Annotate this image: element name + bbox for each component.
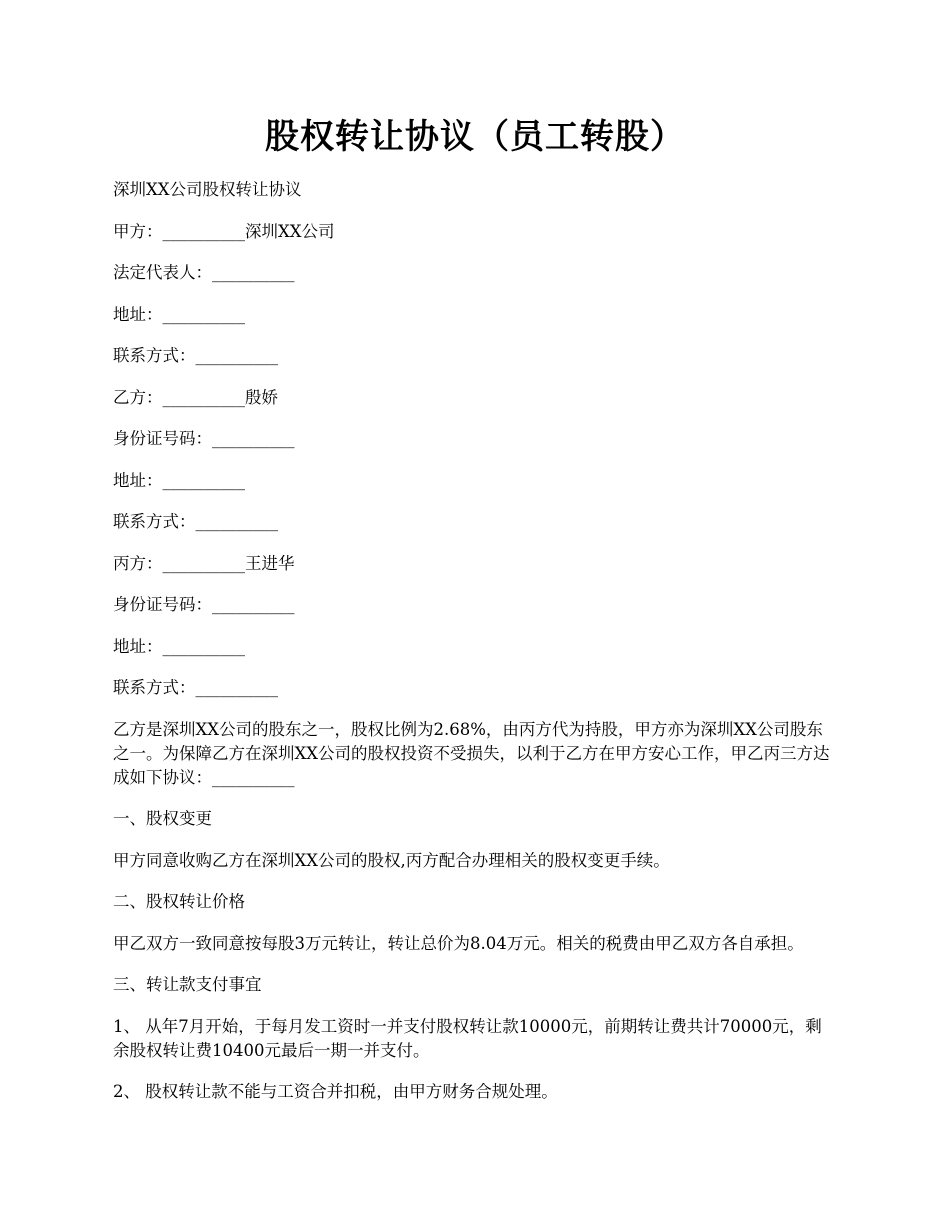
section-3-item-2: 2、 股权转让款不能与工资合并扣税，由甲方财务合规处理。 (113, 1082, 558, 1101)
party-c-line: 丙方：__________王进华 (113, 553, 295, 573)
party-c-contact-line: 联系方式：__________ (113, 678, 278, 697)
section-heading-2: 二、股权转让价格 (113, 892, 245, 911)
section-heading-1: 一、股权变更 (113, 809, 212, 828)
party-b-contact-line: 联系方式：__________ (113, 512, 278, 531)
party-a-line: 甲方：__________深圳XX公司 (113, 221, 335, 241)
party-a-address-line: 地址：__________ (113, 304, 245, 324)
party-b-line: 乙方：__________殷娇 (113, 387, 278, 407)
party-c-id-line: 身份证号码：__________ (113, 595, 295, 614)
subtitle: 深圳XX公司股权转让协议 (113, 180, 302, 199)
section-3-item-1: 1、 从年7月开始，于每月发工资时一并支付股权转让款10000元，前期转让费共计70000元，剩余股权转让费10400元最后一期一并支付。 (113, 1016, 822, 1060)
section-body-1: 甲方同意收购乙方在深圳XX公司的股权,丙方配合办理相关的股权变更手续。 (113, 850, 670, 870)
party-b-id-line: 身份证号码：__________ (113, 429, 295, 448)
section-body-2: 甲乙双方一致同意按每股3万元转让，转让总价为8.04万元。相关的税费由甲乙双方各自承担。 (113, 933, 804, 953)
party-b-address-line: 地址：__________ (113, 470, 245, 490)
legal-rep-line: 法定代表人：__________ (113, 263, 295, 282)
document-body (113, 178, 837, 1122)
party-a-contact-line: 联系方式：__________ (113, 346, 278, 365)
party-c-address-line: 地址：__________ (113, 636, 245, 656)
section-heading-3: 三、转让款支付事宜 (113, 975, 262, 994)
document-title: 股权转让协议（员工转股） (265, 117, 685, 157)
preamble-paragraph: 乙方是深圳XX公司的股东之一，股权比例为2.68%，由丙方代为持股，甲方亦为深圳XX公司股东之一。为保障乙方在深圳XX公司的股权投资不受损失，以利于乙方在甲方安心工作，甲乙丙三方达成如下协议：__________ (113, 719, 830, 787)
